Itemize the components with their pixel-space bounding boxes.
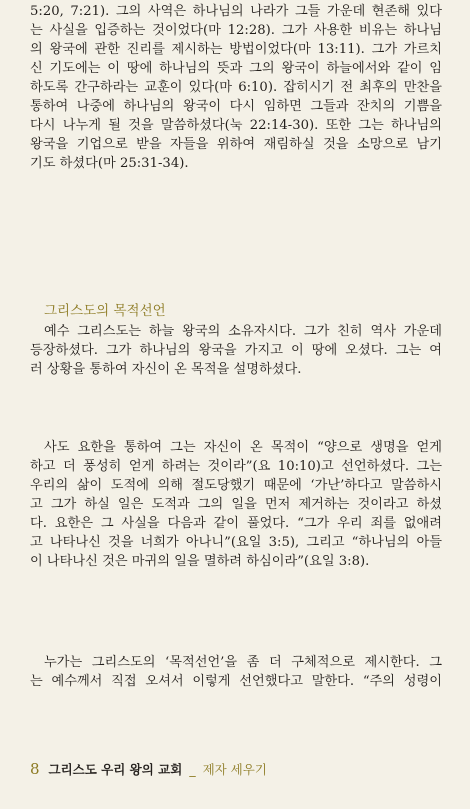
text-line: 이 나타나신 것은 마귀의 일을 멸하려 하심이라”(요일 3:8).	[30, 554, 370, 569]
text-line: 는 사실을 입증하는 것이었다(마 12:28). 그가 사용한 비유는 하나님	[30, 23, 442, 38]
text-line: 하고 더 풍성히 얻게 하려는 것이라”(요 10:10)고 선언하셨다. 그는	[30, 459, 442, 474]
paragraph-luke-declaration	[30, 653, 442, 691]
text-line: 신 기도에는 이 땅에 하나님의 뜻과 그의 왕국이 하늘에서와 같이 임	[30, 61, 442, 76]
text-line: 는 예수께서 직접 오셔서 이렇게 선언했다고 말한다. “주의 성령이	[30, 674, 442, 689]
text-line: 기도 하셨다(마 25:31-34).	[30, 156, 189, 171]
section-heading: 그리스도의 목적선언	[44, 303, 166, 319]
book-title: 그리스도 우리 왕의 교회	[48, 762, 183, 777]
page-number: 8	[30, 760, 40, 778]
text-line: 5:20, 7:21). 그의 사역은 하나님의 나라가 그들 가운데 현존해 있다	[30, 4, 442, 19]
text-line: 의 왕국에 관한 진리를 제시하는 방법이었다(마 13:11). 그가 가르치	[30, 42, 442, 57]
text-line: 고 그가 하실 일은 도적과 그의 일을 먼저 제거하는 것이라고 하셨	[30, 497, 442, 512]
text-line: 다. 요한은 그 사실을 다음과 같이 풀었다. “그가 우리 죄를 없애려	[30, 516, 442, 531]
text-line: 왕국을 기업으로 받을 자들을 위하여 재림하실 것을 소망으로 남기	[30, 137, 442, 152]
paragraph-owner-of-kingdom	[30, 322, 442, 379]
footer-separator: _	[189, 762, 196, 777]
text-line: 고 나타나신 것을 너희가 아나니”(요일 3:5), 그리고 “하나님의 아들	[30, 535, 442, 550]
text-line: 하도록 간구하라는 교훈이 있다(마 6:10). 잡히시기 전 최후의 만찬을	[30, 80, 442, 95]
text-line: 사도 요한을 통하여 그는 자신이 온 목적이 “양으로 생명을 얻게	[44, 440, 442, 455]
text-line: 우리의 삶이 도적에 의해 절도당했기 때문에 ‘가난’하다고 말씀하시	[30, 478, 442, 493]
paragraph-kingdom-teaching	[30, 2, 442, 173]
paragraph-john-declaration	[30, 438, 442, 571]
text-line: 러 상황을 통하여 자신이 온 목적을 설명하셨다.	[30, 362, 302, 377]
text-line: 예수 그리스도는 하늘 왕국의 소유자시다. 그가 친히 역사 가운데	[44, 324, 442, 339]
text-line: 등장하셨다. 그가 하나님의 왕국을 가지고 이 땅에 오셨다. 그는 여	[30, 343, 442, 358]
text-line: 다시 나누게 될 것을 말씀하셨다(눅 22:14-30). 또한 그는 하나님의	[30, 118, 442, 133]
book-subtitle: 제자 세우기	[202, 762, 267, 777]
text-line: 통하여 나중에 하나님의 왕국이 다시 임하면 그들과 잔치의 기쁨을	[30, 99, 442, 114]
text-line: 누가는 그리스도의 ‘목적선언’을 좀 더 구체적으로 제시한다. 그	[44, 655, 442, 670]
page-footer	[30, 760, 267, 778]
